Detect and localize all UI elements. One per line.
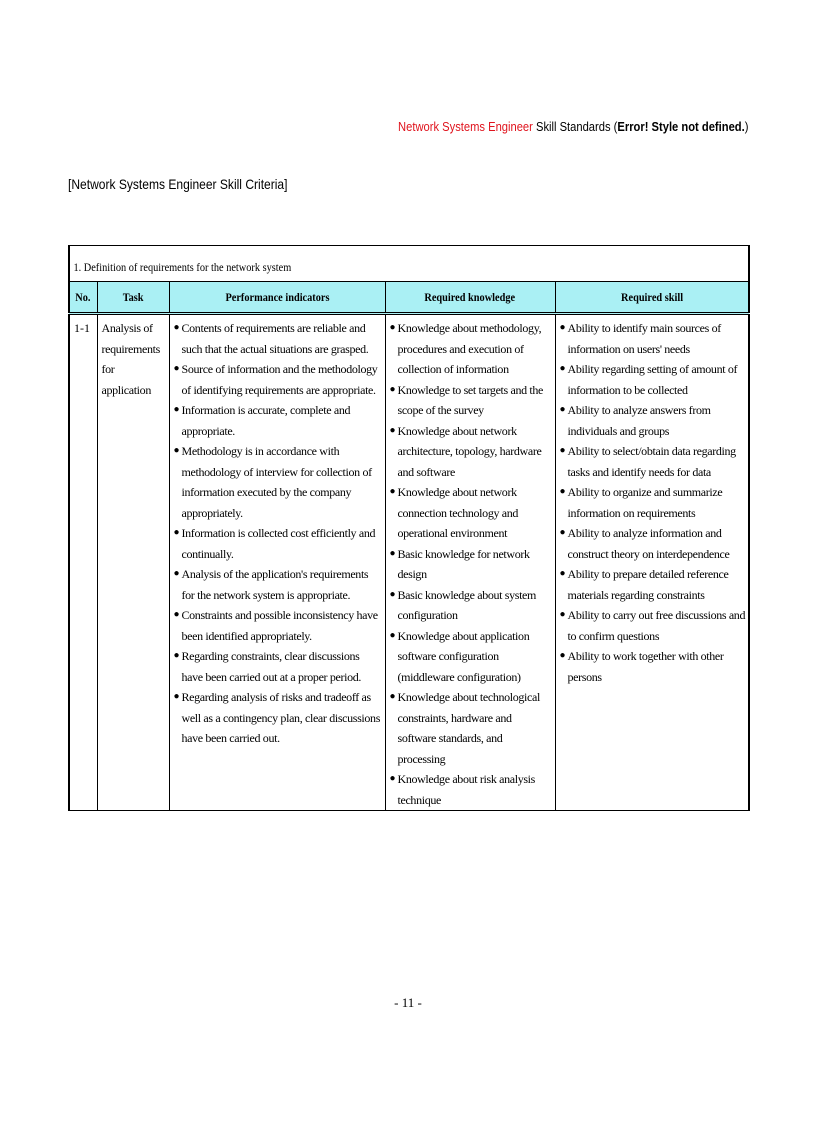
column-header-no bbox=[69, 282, 97, 314]
list-item bbox=[560, 359, 747, 400]
list-item bbox=[560, 523, 747, 564]
header-close-paren: ) bbox=[744, 119, 748, 134]
list-item bbox=[560, 646, 747, 687]
list-item-text: Regarding constraints, clear discussions have been carried out at a proper period. bbox=[181, 649, 362, 684]
list-item-text: Regarding analysis of risks and tradeoff as well as a contingency plan, clear discussions have been carried out. bbox=[181, 690, 381, 745]
list-item-text: Knowledge about risk analysis technique bbox=[397, 772, 535, 807]
criteria-title: [Network Systems Engineer Skill Criteria] bbox=[68, 176, 288, 192]
list-item-text: Knowledge about network architecture, topology, hardware and software bbox=[397, 423, 542, 479]
bullet-icon: ● bbox=[173, 568, 180, 579]
column-header-task bbox=[97, 282, 169, 314]
bullet-icon: ● bbox=[389, 383, 396, 395]
row-number: 1-1 bbox=[69, 314, 97, 811]
list-item-text: Source of information and the methodology of identifying requirements are appropriate. bbox=[181, 362, 378, 397]
list-item bbox=[174, 646, 383, 687]
bullet-icon: ● bbox=[389, 629, 396, 641]
list-item bbox=[390, 482, 553, 544]
bullet-icon: ● bbox=[173, 650, 180, 661]
bullet-icon: ● bbox=[173, 527, 180, 538]
bullet-icon: ● bbox=[559, 445, 566, 456]
list-item bbox=[390, 769, 553, 810]
list-item bbox=[174, 564, 383, 605]
list-item bbox=[174, 359, 383, 400]
list-item-text: Ability regarding setting of amount of information to be collected bbox=[567, 362, 738, 397]
list-item bbox=[560, 400, 747, 441]
list-item-text: Knowledge about methodology, procedures and execution of collection of information bbox=[397, 321, 542, 376]
bullet-icon: ● bbox=[559, 486, 566, 497]
list-item bbox=[390, 421, 553, 483]
list-item bbox=[390, 544, 553, 585]
list-item bbox=[560, 482, 747, 523]
list-item bbox=[560, 605, 747, 646]
skill-list bbox=[556, 315, 749, 687]
list-item bbox=[174, 318, 383, 359]
bullet-icon: ● bbox=[173, 363, 180, 374]
list-item-text: Ability to work together with other persons bbox=[567, 649, 724, 684]
list-item-text: Information is accurate, complete and appropriate. bbox=[181, 403, 351, 438]
task-name: Analysis of requirements for application bbox=[97, 314, 169, 811]
performance-list bbox=[170, 315, 385, 749]
list-item bbox=[560, 318, 747, 359]
bullet-icon: ● bbox=[559, 568, 566, 579]
knowledge-cell bbox=[385, 314, 555, 811]
list-item-text: Ability to analyze answers from individuals and groups bbox=[567, 403, 711, 438]
bullet-icon: ● bbox=[389, 547, 396, 559]
bullet-icon: ● bbox=[389, 773, 396, 784]
header-title-rest: Skill Standards ( bbox=[532, 119, 617, 134]
skill-criteria-table bbox=[68, 245, 750, 811]
list-item-text: Ability to identify main sources of information on users' needs bbox=[567, 321, 721, 356]
list-item-text: Contents of requirements are reliable and such that the actual situations are grasped. bbox=[181, 321, 369, 356]
bullet-icon: ● bbox=[173, 404, 180, 415]
list-item-text: Ability to organize and summarize information on requirements bbox=[567, 485, 723, 520]
page-header bbox=[398, 119, 748, 134]
bullet-icon: ● bbox=[173, 322, 180, 333]
table-row bbox=[69, 314, 749, 811]
list-item-text: Basic knowledge for network design bbox=[397, 546, 530, 581]
column-header-knowledge-label: Required knowledge bbox=[424, 289, 516, 304]
list-item-text: Analysis of the application's requirements for the network system is appropriate. bbox=[181, 567, 369, 602]
column-header-performance bbox=[169, 282, 385, 314]
bullet-icon: ● bbox=[559, 404, 566, 415]
list-item-text: Knowledge about network connection technology and operational environment bbox=[397, 485, 519, 540]
list-item-text: Ability to analyze information and construct theory on interdependence bbox=[567, 526, 730, 561]
list-item bbox=[174, 687, 383, 749]
skill-cell bbox=[555, 314, 749, 811]
list-item-text: Knowledge to set targets and the scope of the survey bbox=[397, 382, 544, 417]
list-item-text: Information is collected cost efficiently and continually. bbox=[181, 526, 376, 561]
column-header-skill-label: Required skill bbox=[620, 289, 683, 304]
page-number: - 11 - bbox=[394, 995, 422, 1010]
section-title-cell bbox=[69, 246, 749, 282]
list-item bbox=[560, 564, 747, 605]
list-item-text: Methodology is in accordance with methodology of interview for collection of information executed by the company appropriately. bbox=[181, 444, 372, 520]
bullet-icon: ● bbox=[389, 691, 396, 702]
bullet-icon: ● bbox=[559, 609, 566, 620]
bullet-icon: ● bbox=[559, 363, 566, 374]
column-header-performance-label: Performance indicators bbox=[224, 289, 330, 304]
bullet-icon: ● bbox=[173, 445, 180, 456]
bullet-icon: ● bbox=[173, 691, 180, 702]
bullet-icon: ● bbox=[389, 486, 396, 497]
bullet-icon: ● bbox=[559, 527, 566, 538]
list-item bbox=[174, 441, 383, 523]
knowledge-list bbox=[386, 315, 555, 810]
bullet-icon: ● bbox=[389, 424, 396, 436]
bullet-icon: ● bbox=[389, 588, 396, 600]
list-item bbox=[390, 585, 553, 626]
performance-cell bbox=[169, 314, 385, 811]
header-error-text: Error! Style not defined. bbox=[616, 119, 745, 134]
table-header-row bbox=[69, 282, 749, 314]
column-header-skill bbox=[555, 282, 749, 314]
list-item bbox=[390, 687, 553, 769]
list-item-text: Knowledge about application software configuration (middleware configuration) bbox=[397, 628, 530, 684]
section-title: 1. Definition of requirements for the network system bbox=[73, 260, 292, 274]
bullet-icon: ● bbox=[173, 609, 180, 620]
list-item bbox=[174, 400, 383, 441]
list-item bbox=[390, 626, 553, 688]
list-item-text: Ability to carry out free discussions and to confirm questions bbox=[567, 608, 746, 643]
list-item-text: Knowledge about technological constraints, hardware and software standards, and processing bbox=[397, 690, 540, 766]
bullet-icon: ● bbox=[559, 650, 566, 661]
list-item-text: Constraints and possible inconsistency have been identified appropriately. bbox=[181, 608, 378, 643]
bullet-icon: ● bbox=[559, 322, 566, 333]
list-item bbox=[174, 523, 383, 564]
column-header-knowledge bbox=[385, 282, 555, 314]
header-title-highlight: Network Systems Engineer bbox=[397, 119, 533, 134]
list-item bbox=[174, 605, 383, 646]
list-item-text: Ability to select/obtain data regarding tasks and identify needs for data bbox=[567, 444, 736, 479]
column-header-task-label: Task bbox=[122, 289, 144, 304]
list-item bbox=[390, 318, 553, 380]
list-item bbox=[560, 441, 747, 482]
bullet-icon: ● bbox=[389, 322, 396, 333]
column-header-no-label: No. bbox=[75, 289, 91, 304]
list-item bbox=[390, 380, 553, 421]
list-item-text: Basic knowledge about system configuration bbox=[397, 587, 537, 622]
list-item-text: Ability to prepare detailed reference materials regarding constraints bbox=[567, 567, 729, 602]
